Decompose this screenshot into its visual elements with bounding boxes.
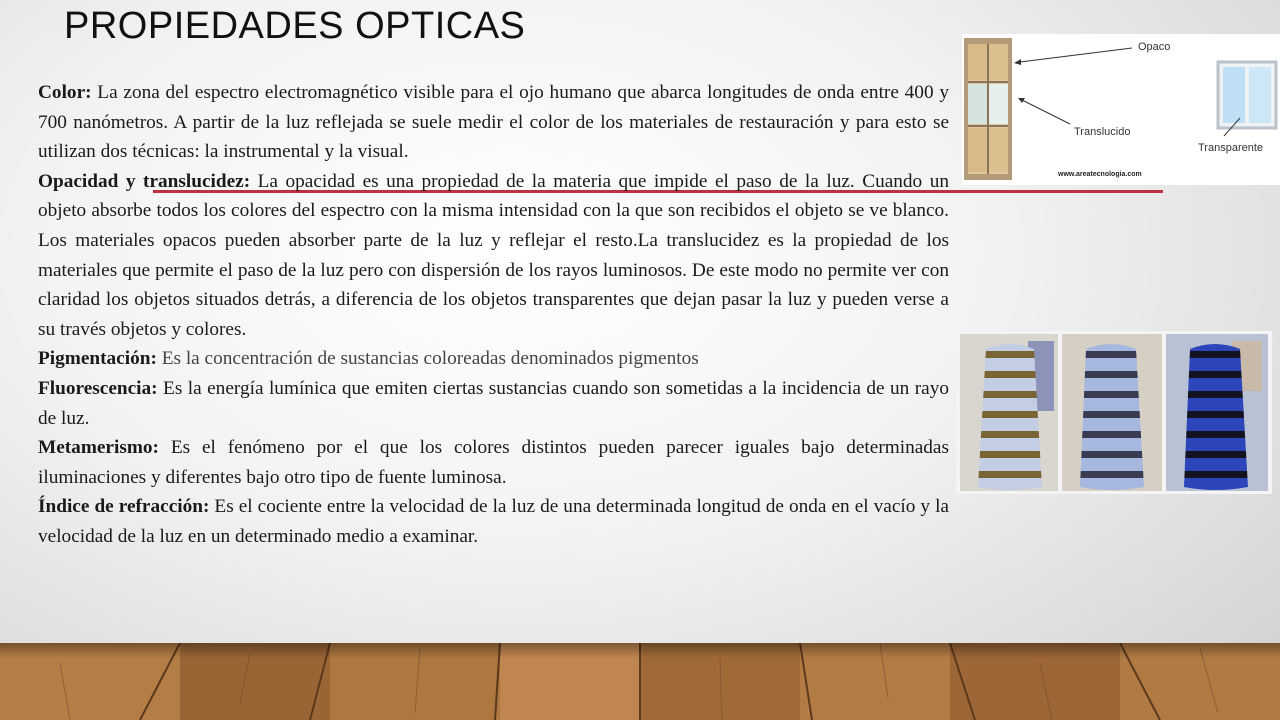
def-opacity: La opacidad es una propiedad de la materia que impide el paso de la luz. Cuando un objeto absorbe todos los colores del espectro con la misma intensidad con la que son recibidos el objeto se ve blanco. Los materiales opacos pueden absorber parte de la luz y reflejar el resto.La translucidez es la propiedad de los materiales que permite el paso de la luz pero con dispersión de los rayos luminosos. De este modo no permite ver con claridad los objetos situados detrás, a diferencia de los objetos transparentes que dejan pasar la luz y pueden verse a su través objetos y colores. (38, 170, 949, 340)
def-metamerism: Es el fenómeno por el que los colores distintos pueden parecer iguales bajo determinadas iluminaciones y diferentes bajo otro tipo de fuente luminosa. (38, 437, 949, 488)
wooden-floor (0, 643, 1280, 720)
term-pigmentation: Pigmentación: (38, 348, 157, 370)
term-metamerism: Metamerismo: (38, 437, 159, 459)
door-opaque-bottom-left (968, 128, 987, 172)
def-pigmentation: Es la concentración de sustancias coloreadas denominados pigmentos (156, 348, 699, 370)
def-fluorescence: Es la energía lumínica que emiten ciertas sustancias cuando son sometidas a la incidencia de un rayo de luz. (38, 377, 949, 429)
opacity-illustration (962, 34, 1280, 185)
section-pigmentation (38, 344, 949, 374)
window-pane-right (1249, 67, 1271, 123)
dress-photo-1 (960, 334, 1058, 491)
door-translucent-left (968, 84, 987, 124)
section-refraction (38, 492, 949, 551)
opacity-illustration-svg (962, 34, 1280, 185)
term-opacity: Opacidad y translucidez: (38, 170, 251, 192)
section-color (38, 78, 949, 167)
door-opaque-top-right (989, 44, 1008, 80)
def-color: La zona del espectro electromagnético visible para el ojo humano que abarca longitudes de onda entre 400 y 700 nanómetros. A partir de la luz reflejada se suele medir el color de los materiales de restauración y para esto se utilizan dos técnicas: la instrumental y la visual. (38, 82, 949, 163)
def-refraction: Es el cociente entre la velocidad de la luz de una determinada longitud de onda en el vacío y la velocidad de la luz en un determinado medio a examinar. (38, 496, 949, 547)
door-opaque-bottom-right (989, 128, 1008, 172)
section-fluorescence (38, 374, 949, 433)
window-pane-left (1223, 67, 1245, 123)
term-color: Color: (38, 82, 92, 103)
term-fluorescence: Fluorescencia: (38, 377, 158, 399)
door-opaque-top-left (968, 44, 987, 80)
label-translucent: Translucido (1074, 126, 1131, 138)
term-refraction: Índice de refracción: (38, 496, 210, 518)
dress-photos-svg (956, 331, 1272, 494)
label-transparent: Transparente (1198, 142, 1264, 154)
section-metamerism (38, 433, 949, 492)
dress-photo-2 (1062, 334, 1162, 491)
label-opaque: Opaco (1138, 41, 1171, 53)
section-opacity (38, 167, 949, 345)
slide-body (38, 78, 949, 552)
image-source: www.areatecnologia.com (1058, 171, 1142, 178)
dress-photos (956, 331, 1272, 494)
door-translucent-right (989, 84, 1008, 124)
dress-photo-3 (1166, 334, 1268, 491)
wooden-floor-svg (0, 643, 1280, 720)
slide-title: PROPIEDADES OPTICAS (64, 5, 526, 47)
